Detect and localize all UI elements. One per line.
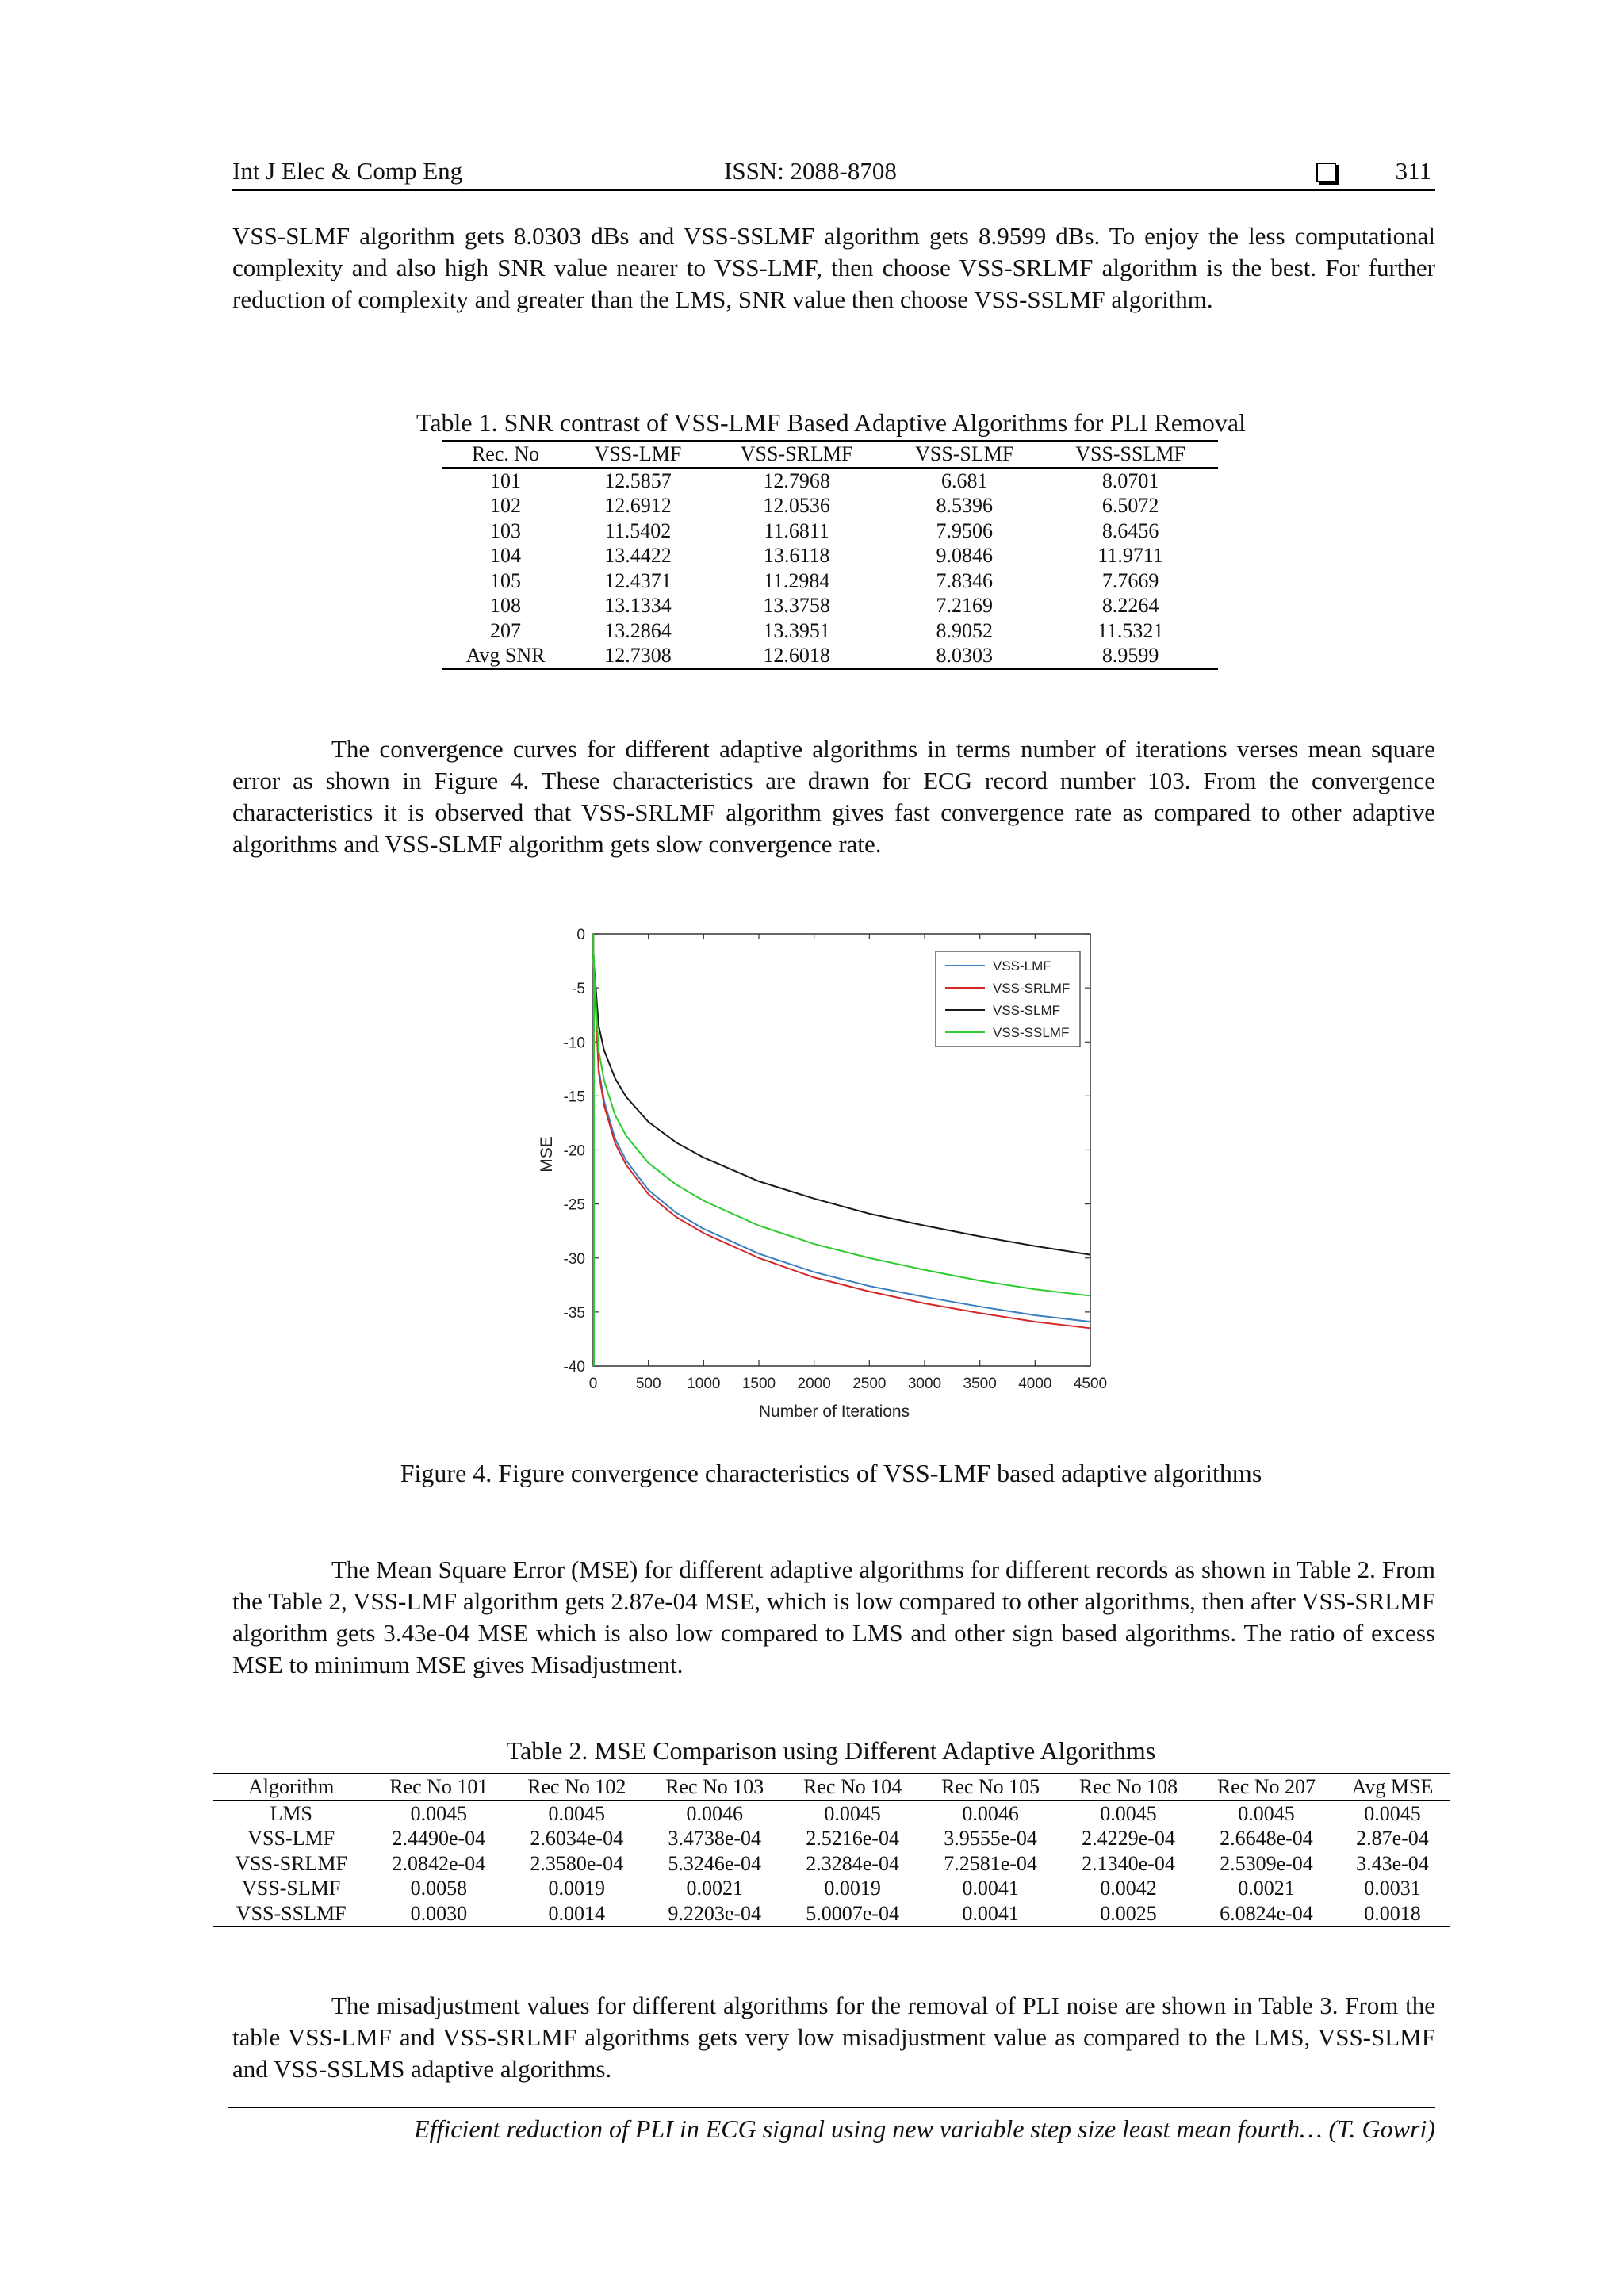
- x-tick-label: 3000: [907, 1376, 942, 1392]
- table1-cell: 12.7308: [569, 643, 707, 669]
- legend-label: VSS-SRLMF: [993, 981, 1071, 996]
- table2-header-cell: Rec No 108: [1059, 1774, 1197, 1800]
- table1-cell: 105: [490, 568, 522, 592]
- table2-cell: 2.6034e-04: [530, 1827, 624, 1850]
- table1-cell: 11.6811: [764, 519, 829, 542]
- table1-cell: 12.6018: [707, 643, 886, 669]
- table1-cell: 12.5857: [604, 469, 672, 492]
- table2-cell: 0.0042: [1100, 1877, 1157, 1900]
- table2-cell: 0.0045: [410, 1801, 468, 1825]
- table1-snr: [442, 440, 1218, 670]
- y-tick-label: -40: [563, 1359, 585, 1376]
- table2-cell: VSS-LMF: [247, 1827, 335, 1850]
- table1-header-cell: Rec. No: [442, 441, 569, 468]
- table2-mse: [213, 1773, 1450, 1927]
- table2-header-cell: Rec No 207: [1197, 1774, 1335, 1800]
- x-tick-label: 2500: [852, 1376, 887, 1392]
- table1-cell: 8.0303: [886, 643, 1043, 669]
- table2-cell: 2.87e-04: [1356, 1827, 1429, 1850]
- table2-cell: 0.0025: [1059, 1901, 1197, 1927]
- table2-cell: 2.5216e-04: [806, 1827, 899, 1850]
- table1-cell: 102: [490, 494, 522, 517]
- chart-legend: [936, 951, 1080, 1047]
- table2-cell: 2.3284e-04: [806, 1851, 899, 1875]
- x-tick-label: 1000: [687, 1376, 721, 1392]
- table1-row: [442, 643, 1218, 669]
- table2-cell: 2.1340e-04: [1082, 1851, 1175, 1875]
- legend-label: VSS-SSLMF: [993, 1025, 1070, 1040]
- table1-cell: 104: [490, 544, 522, 567]
- table2-cell: 0.0031: [1364, 1877, 1421, 1900]
- table2-header-cell: Rec No 103: [645, 1774, 783, 1800]
- paragraph-3: The Mean Square Error (MSE) for different adaptive algorithms for different records as shown in Table 2. From the Table 2, VSS-LMF algorithm gets 2.87e-04 MSE, which is low compared to other algorithms, then after VSS-SRLMF algorithm gets 3.43e-04 MSE which is also low compared to LMS and other sign based algorithms. The ratio of excess MSE to minimum MSE gives Misadjustment.: [232, 1556, 1435, 1678]
- table1-cell: 7.8346: [936, 568, 993, 592]
- x-tick-label: 500: [635, 1376, 661, 1392]
- table1-cell: 13.6118: [763, 544, 830, 567]
- table1-cell: 11.9711: [1097, 544, 1163, 567]
- table1-cell: 7.7669: [1101, 568, 1159, 592]
- table1-caption: Table 1. SNR contrast of VSS-LMF Based Adaptive Algorithms for PLI Removal: [416, 408, 1246, 437]
- table2-cell: 3.43e-04: [1356, 1851, 1429, 1875]
- table2-row: [213, 1901, 1450, 1927]
- legend-label: VSS-SLMF: [993, 1003, 1061, 1018]
- table2-header-cell: Rec No 102: [508, 1774, 645, 1800]
- table2-cell: 0.0045: [1238, 1801, 1295, 1825]
- y-tick-label: -5: [572, 981, 585, 998]
- table1-row: [442, 543, 1218, 568]
- table1-cell: 101: [490, 469, 522, 492]
- paragraph-4: The misadjustment values for different algorithms for the removal of PLI noise are shown in Table 3. From the table VSS-LMF and VSS-SRLMF algorithms gets very low misadjustment value as compared to the LMS, VSS-SLMF and VSS-SSLMS adaptive algorithms.: [232, 1992, 1435, 2083]
- table1-cell: 7.2169: [936, 594, 993, 617]
- table2-cell: VSS-SLMF: [242, 1877, 341, 1900]
- table1-cell: 8.9052: [936, 618, 993, 642]
- table2-cell: 0.0045: [824, 1801, 881, 1825]
- table1-header-cell: VSS-LMF: [569, 441, 707, 468]
- table1-cell: 207: [490, 618, 522, 642]
- table2-cell: 2.4229e-04: [1082, 1827, 1175, 1850]
- table1-row: [442, 468, 1218, 494]
- figure4-chart: [515, 920, 1118, 1435]
- table2-cell: 0.0046: [686, 1801, 743, 1825]
- table1-header-cell: VSS-SLMF: [886, 441, 1043, 468]
- table2-row: [213, 1800, 1450, 1827]
- table1-cell: 13.1334: [604, 594, 672, 617]
- table2-cell: 0.0021: [1238, 1877, 1295, 1900]
- table2-cell: VSS-SSLMF: [213, 1901, 370, 1927]
- table1-cell: 108: [490, 594, 522, 617]
- table1-cell: 13.3951: [763, 618, 830, 642]
- table1-cell: 11.5402: [604, 519, 672, 542]
- x-tick-label: 4500: [1073, 1376, 1108, 1392]
- page-footer: Efficient reduction of PLI in ECG signal using new variable step size least mean fourth… (T. Gowri): [228, 2107, 1435, 2144]
- table1-row: [442, 568, 1218, 594]
- table1-cell: 12.0536: [763, 494, 830, 517]
- x-tick-label: 1500: [741, 1376, 776, 1392]
- table1-cell: 12.4371: [604, 568, 672, 592]
- table2-header-cell: Rec No 101: [370, 1774, 508, 1800]
- table2-row: [213, 1826, 1450, 1851]
- table2-header-cell: Rec No 105: [921, 1774, 1059, 1800]
- table1-cell: 8.5396: [936, 494, 993, 517]
- y-tick-label: -30: [563, 1250, 585, 1268]
- table1-row: [442, 593, 1218, 618]
- x-tick-label: 4000: [1018, 1376, 1052, 1392]
- table2-row: [213, 1876, 1450, 1901]
- table1-cell: 12.7968: [763, 469, 830, 492]
- table1-cell: Avg SNR: [442, 643, 569, 669]
- journal-name: Int J Elec & Comp Eng: [232, 157, 463, 185]
- figure4-caption: Figure 4. Figure convergence characteristics of VSS-LMF based adaptive algorithms: [400, 1459, 1262, 1487]
- table2-cell: 2.4490e-04: [392, 1827, 486, 1850]
- legend-label: VSS-LMF: [993, 959, 1051, 974]
- y-tick-label: -25: [563, 1196, 585, 1214]
- table1-cell: 11.5321: [1097, 618, 1164, 642]
- paragraph-1: VSS-SLMF algorithm gets 8.0303 dBs and VSS-SSLMF algorithm gets 8.9599 dBs. To enjoy the less computational complexity and also high SNR value nearer to VSS-LMF, then choose VSS-SRLMF algorithm is the best. For further reduction of complexity and greater than the LMS, SNR value then choose VSS-SSLMF algorithm.: [232, 222, 1435, 313]
- table1-cell: 8.9599: [1043, 643, 1218, 669]
- table2-cell: 0.0018: [1335, 1901, 1450, 1927]
- y-axis-label: MSE: [538, 1136, 556, 1173]
- table2-cell: 0.0019: [824, 1877, 881, 1900]
- table1-row: [442, 519, 1218, 544]
- page-number: 311: [1395, 157, 1431, 185]
- table2-cell: 5.3246e-04: [668, 1851, 762, 1875]
- y-tick-label: -15: [563, 1089, 585, 1106]
- table1-cell: 8.6456: [1101, 519, 1159, 542]
- table2-cell: 0.0019: [548, 1877, 605, 1900]
- table1-header-cell: VSS-SSLMF: [1043, 441, 1218, 468]
- table1-row: [442, 618, 1218, 644]
- table1-cell: 11.2984: [763, 568, 830, 592]
- table1-cell: 8.2264: [1101, 594, 1159, 617]
- table2-cell: 3.9555e-04: [944, 1827, 1037, 1850]
- box-icon: [1316, 163, 1336, 182]
- issn: ISSN: 2088-8708: [724, 157, 897, 185]
- table1-header-cell: VSS-SRLMF: [707, 441, 886, 468]
- table2-cell: 0.0046: [962, 1801, 1019, 1825]
- x-tick-label: 3500: [963, 1376, 997, 1392]
- table2-cell: 6.0824e-04: [1197, 1901, 1335, 1927]
- table2-cell: 7.2581e-04: [944, 1851, 1037, 1875]
- table2-cell: 5.0007e-04: [783, 1901, 921, 1927]
- table2-cell: 9.2203e-04: [645, 1901, 783, 1927]
- table2-cell: 0.0045: [1100, 1801, 1157, 1825]
- y-tick-label: -10: [563, 1035, 585, 1052]
- y-tick-label: -35: [563, 1304, 585, 1322]
- table2-cell: LMS: [270, 1801, 312, 1825]
- table2-row: [213, 1851, 1450, 1877]
- y-tick-label: 0: [576, 927, 585, 943]
- table1-cell: 103: [490, 519, 522, 542]
- page-header: [232, 153, 1435, 191]
- table1-cell: 12.6912: [604, 494, 672, 517]
- table2-header-cell: Rec No 104: [783, 1774, 921, 1800]
- table2-cell: 0.0021: [686, 1877, 743, 1900]
- table2-cell: 0.0041: [921, 1901, 1059, 1927]
- table2-header-cell: Avg MSE: [1335, 1774, 1450, 1800]
- table2-cell: 3.4738e-04: [668, 1827, 762, 1850]
- table2-cell: 0.0045: [1364, 1801, 1421, 1825]
- table1-cell: 13.4422: [604, 544, 672, 567]
- table2-cell: 0.0014: [508, 1901, 645, 1927]
- paragraph-2: The convergence curves for different adaptive algorithms in terms number of iterations verses mean square error as shown in Figure 4. These characteristics are drawn for ECG record number 103. From the convergence characteristics it is observed that VSS-SRLMF algorithm gives fast convergence rate as compared to other adaptive algorithms and VSS-SLMF algorithm gets slow convergence rate.: [232, 735, 1435, 858]
- table1-cell: 6.5072: [1101, 494, 1159, 517]
- table1-cell: 7.9506: [936, 519, 993, 542]
- x-axis-label: Number of Iterations: [758, 1402, 910, 1421]
- table2-cell: 0.0058: [410, 1877, 468, 1900]
- table2-caption: Table 2. MSE Comparison using Different Adaptive Algorithms: [506, 1736, 1156, 1765]
- table1-row: [442, 493, 1218, 519]
- x-tick-label: 2000: [797, 1376, 831, 1392]
- table1-cell: 13.3758: [763, 594, 830, 617]
- table1-cell: 13.2864: [604, 618, 672, 642]
- table2-cell: VSS-SRLMF: [235, 1851, 347, 1875]
- table2-cell: 0.0045: [548, 1801, 605, 1825]
- table2-cell: 0.0041: [962, 1877, 1019, 1900]
- table2-cell: 2.0842e-04: [392, 1851, 486, 1875]
- table1-cell: 9.0846: [936, 544, 993, 567]
- table2-cell: 2.6648e-04: [1220, 1827, 1313, 1850]
- y-tick-label: -20: [563, 1142, 585, 1160]
- x-tick-label: 0: [588, 1376, 598, 1392]
- table1-cell: 8.0701: [1101, 469, 1159, 492]
- table2-header-cell: Algorithm: [213, 1774, 370, 1800]
- table1-cell: 6.681: [940, 469, 988, 492]
- table2-cell: 0.0030: [370, 1901, 508, 1927]
- table2-cell: 2.5309e-04: [1220, 1851, 1313, 1875]
- table2-cell: 2.3580e-04: [530, 1851, 624, 1875]
